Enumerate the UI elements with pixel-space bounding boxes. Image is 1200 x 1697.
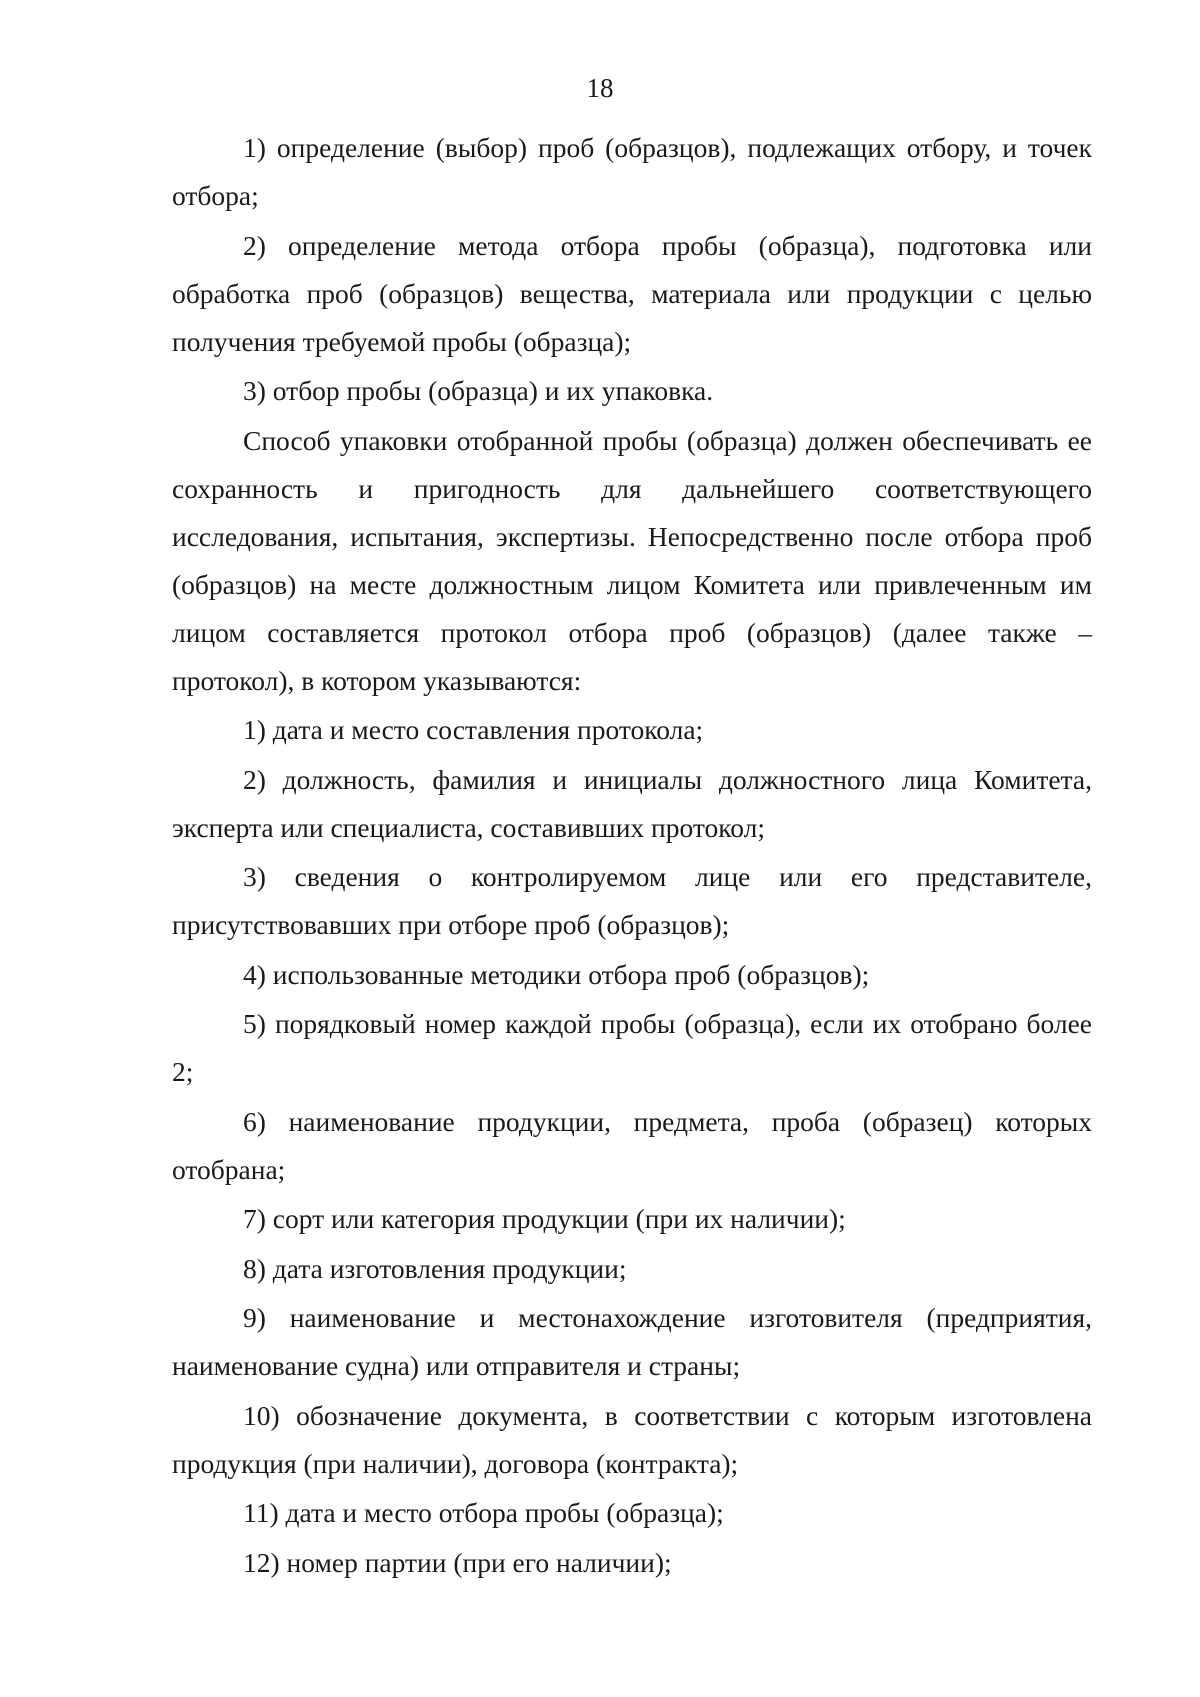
paragraph-protocol-item-10: 10) обозначение документа, в соответствии с которым изготовлена продукция (при наличии), договора (контракта); [172,1399,1092,1479]
paragraph-protocol-item-7: 7) сорт или категория продукции (при их наличии); [243,1203,846,1234]
paragraph-item-1-selection: 1) определение (выбор) проб (образцов), подлежащих отбору, и точек отбора; [172,132,1092,211]
paragraph-protocol-item-11: 11) дата и место отбора пробы (образца); [243,1497,724,1528]
paragraph-packaging-protocol: Способ упаковки отобранной пробы (образца) должен обеспечивать ее сохранность и пригодность для дальнейшего соответствующего исследования, испытания, экспертизы. Непосредственно после отбора проб (образцов) на месте должностным лицом Комитета или привлеченным им лицом составляется протокол отбора проб (образцов) (далее также – протокол), в котором указываются: [172,424,1092,696]
page-number: 18 [586,73,614,103]
paragraph-protocol-item-2: 2) должность, фамилия и инициалы должностного лица Комитета, эксперта или специалиста, составивших протокол; [172,763,1092,843]
document-body [172,124,1092,1588]
paragraph-protocol-item-6: 6) наименование продукции, предмета, проба (образец) которых отобрана; [172,1105,1092,1185]
paragraph-protocol-item-5: 5) порядковый номер каждой пробы (образца), если их отобрано более 2; [172,1008,1092,1087]
paragraph-protocol-item-12: 12) номер партии (при его наличии); [243,1546,672,1578]
paragraph-item-2-method: 2) определение метода отбора пробы (образца), подготовка или обработка проб (образцов) вещества, материала или продукции с целью получения требуемой пробы (образца); [172,229,1092,357]
paragraph-protocol-item-9: 9) наименование и местонахождение изготовителя (предприятия, наименование судна) или отправителя и страны; [172,1302,1092,1381]
paragraph-protocol-item-8: 8) дата изготовления продукции; [243,1252,627,1284]
paragraph-protocol-item-1: 1) дата и место составления протокола; [243,714,704,745]
paragraph-item-3-sampling: 3) отбор пробы (образца) и их упаковка. [243,375,714,406]
paragraph-protocol-item-4: 4) использованные методики отбора проб (образцов); [243,958,870,990]
paragraph-protocol-item-3: 3) сведения о контролируемом лице или его представителе, присутствовавших при отборе проб (образцов); [172,861,1092,940]
